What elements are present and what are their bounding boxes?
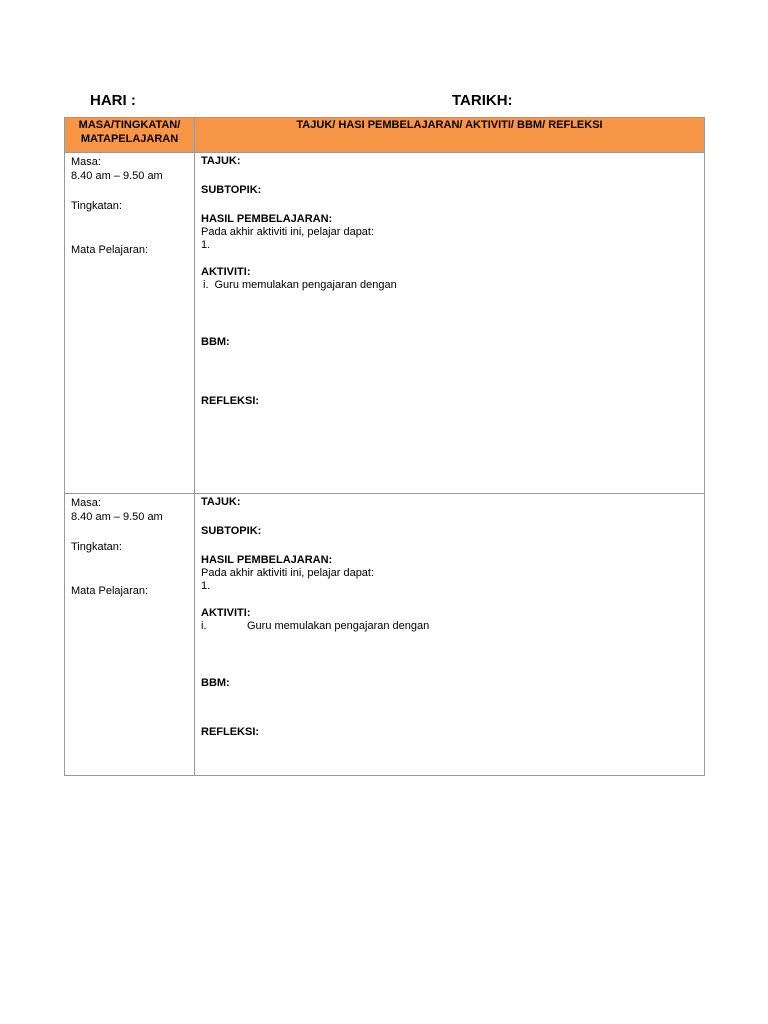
subtopik-label: SUBTOPIK: (201, 184, 262, 196)
hasil-label: HASIL PEMBELAJARAN: (201, 554, 333, 566)
aktiviti-num: i. (203, 279, 209, 291)
table-row (65, 153, 705, 494)
aktiviti-item (201, 279, 704, 292)
refleksi-label: REFLEKSI: (201, 395, 260, 407)
table-header-row (65, 118, 705, 153)
mata-pelajaran-label: Mata Pelajaran: (71, 244, 149, 256)
hasil-label: HASIL PEMBELAJARAN: (201, 213, 333, 225)
tingkatan-label: Tingkatan: (71, 541, 122, 553)
hasil-intro: Pada akhir aktiviti ini, pelajar dapat: (201, 226, 375, 238)
aktiviti-text: Guru memulakan pengajaran dengan (247, 620, 430, 632)
lesson-details-cell (195, 153, 705, 494)
masa-label: Masa: (71, 156, 101, 168)
aktiviti-label: AKTIVITI: (201, 607, 251, 619)
header-masa-tingkatan (65, 118, 195, 153)
hasil-item: 1. (201, 239, 211, 251)
aktiviti-text: Guru memulakan pengajaran dengan (214, 279, 397, 291)
tajuk-label: TAJUK: (201, 496, 241, 508)
session-info-cell (65, 494, 195, 776)
session-info-cell (65, 153, 195, 494)
lesson-details-cell (195, 494, 705, 776)
aktiviti-num: i. (201, 620, 207, 632)
tingkatan-label: Tingkatan: (71, 200, 122, 212)
header-col1-line1: MASA/TINGKATAN/ (78, 119, 181, 131)
subtopik-label: SUBTOPIK: (201, 525, 262, 537)
aktiviti-label: AKTIVITI: (201, 266, 251, 278)
masa-label: Masa: (71, 497, 101, 509)
hari-label: HARI : (90, 92, 136, 109)
mata-pelajaran-label: Mata Pelajaran: (71, 585, 149, 597)
masa-value: 8.40 am – 9.50 am (71, 170, 163, 182)
table-row (65, 494, 705, 776)
tajuk-label: TAJUK: (201, 155, 241, 167)
hasil-intro: Pada akhir aktiviti ini, pelajar dapat: (201, 567, 375, 579)
lesson-plan-table (64, 117, 705, 776)
bbm-label: BBM: (201, 336, 230, 348)
refleksi-label: REFLEKSI: (201, 726, 260, 738)
bbm-label: BBM: (201, 677, 230, 689)
aktiviti-item (201, 620, 704, 633)
header-col1-line2: MATAPELAJARAN (80, 133, 179, 145)
masa-value: 8.40 am – 9.50 am (71, 511, 163, 523)
tarikh-label: TARIKH: (452, 92, 513, 109)
hasil-item: 1. (201, 580, 211, 592)
header-tajuk-refleksi: TAJUK/ HASI PEMBELAJARAN/ AKTIVITI/ BBM/ REFLEKSI (195, 118, 705, 153)
